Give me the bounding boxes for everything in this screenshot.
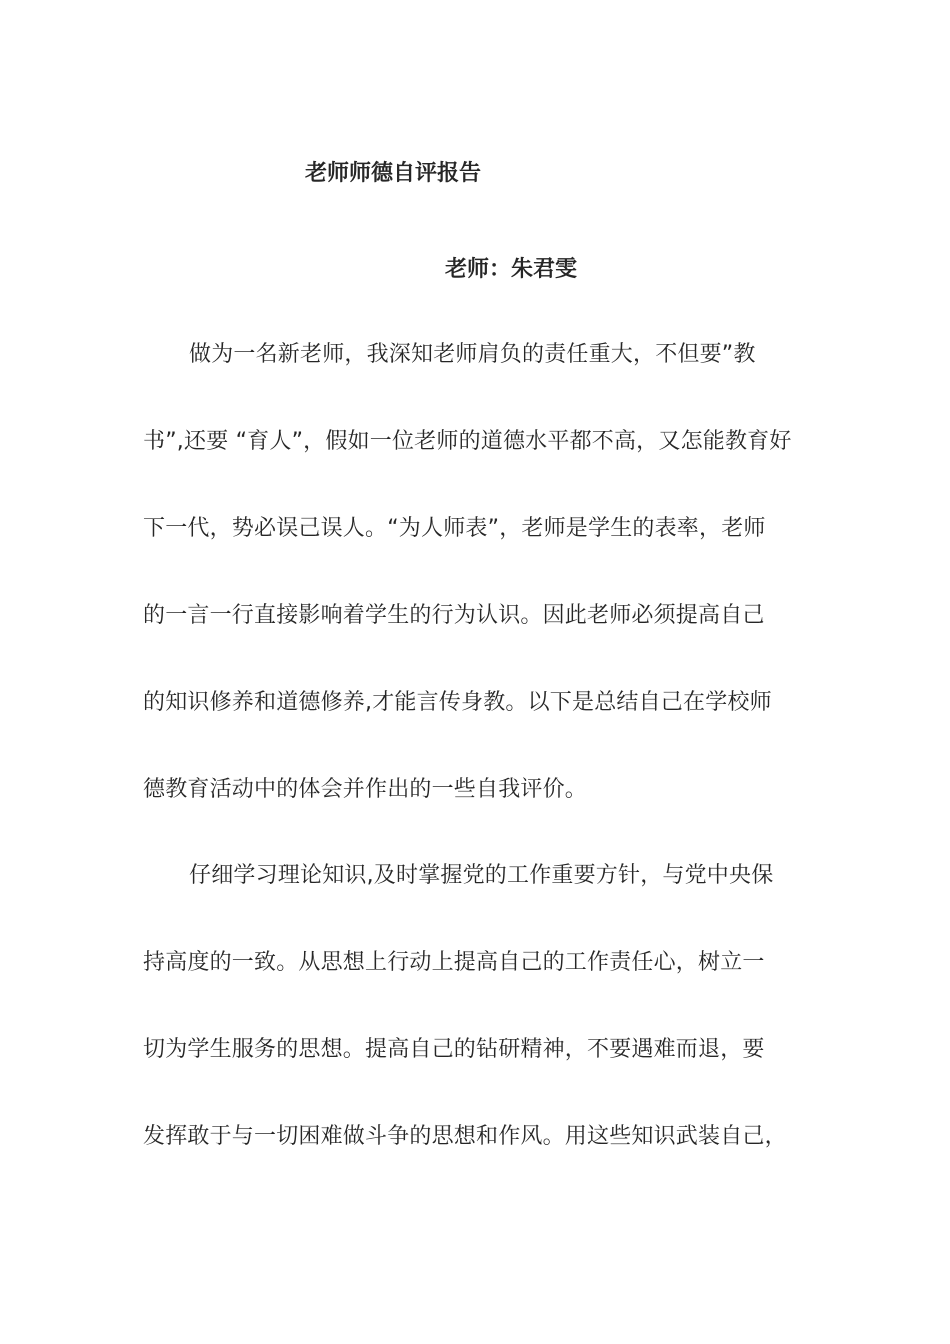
body-line-4: 的一言一行直接影响着学生的行为认识。因此老师必须提高自己 (143, 603, 765, 628)
body-line-7: 仔细学习理论知识,及时掌握党的工作重要方针，与党中央保 (189, 863, 774, 888)
document-author: 老师：朱君雯 (445, 257, 578, 282)
body-line-2: 书”,还要 “育人”，假如一位老师的道德水平都不高，又怎能教育好 (143, 429, 792, 454)
body-line-1: 做为一名新老师，我深知老师肩负的责任重大，不但要”教 (189, 342, 756, 367)
document-title: 老师师德自评报告 (305, 161, 482, 186)
body-line-9: 切为学生服务的思想。提高自己的钻研精神，不要遇难而退，要 (143, 1037, 765, 1062)
body-line-10: 发挥敢于与一切困难做斗争的思想和作风。用这些知识武装自己， (143, 1124, 787, 1149)
body-line-3: 下一代，势必误己误人。“为人师表”，老师是学生的表率，老师 (143, 516, 766, 541)
body-line-8: 持高度的一致。从思想上行动上提高自己的工作责任心，树立一 (143, 950, 765, 975)
body-line-6: 德教育活动中的体会并作出的一些自我评价。 (143, 777, 588, 802)
body-line-5: 的知识修养和道德修养,才能言传身教。以下是总结自己在学校师 (143, 690, 772, 715)
